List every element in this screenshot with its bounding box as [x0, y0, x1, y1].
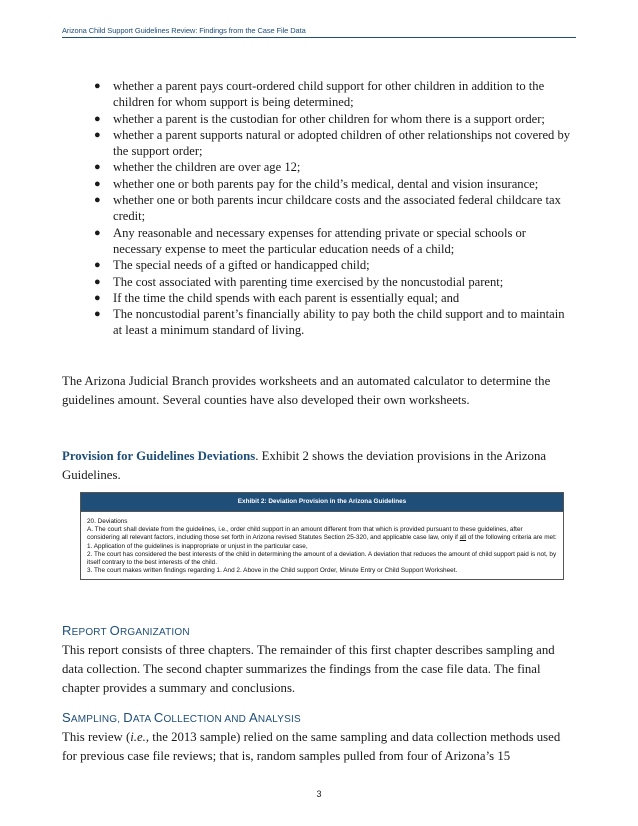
bullet-dot-icon: ●: [94, 161, 101, 174]
header-rule: [62, 37, 576, 38]
bullet-item: [94, 111, 572, 127]
exhibit-2-table: [80, 492, 564, 580]
heading-cap: C: [153, 710, 164, 725]
bullet-dot-icon: ●: [94, 259, 101, 272]
bullet-item: [94, 78, 572, 111]
exhibit-para-a-before: A. The court shall deviate from the guidelines, i.e., order child support in an amount different from that which is provided pursuant to these guidelines, after considering all relevant factors, including those set forth in Arizona revised Statutes Section 25-320, and applicable case law, only if: [87, 526, 523, 542]
bullet-dot-icon: ●: [94, 80, 101, 92]
report-organization-heading: [62, 623, 190, 638]
sampling-text-after: , the 2013 sample) relied on the same sampling and data collection methods used for previous case file reviews; that is, random samples pulled from four of Arizona’s 15: [62, 730, 561, 763]
bullet-item: [94, 127, 572, 160]
bullet-text: whether a parent pays court-ordered child support for other children in addition to the children for whom support is being determined;: [113, 79, 545, 110]
running-header: Arizona Child Support Guidelines Review: Findings from the Case File Data: [62, 26, 306, 35]
exhibit-para-a-underlined: all: [459, 534, 467, 542]
heading-small: RGANIZATION: [119, 627, 190, 638]
heading-cap: A: [249, 710, 258, 725]
bullet-item: [94, 176, 572, 192]
sampling-text-before: This review (: [62, 730, 131, 744]
heading-cap: D: [123, 710, 133, 725]
bullet-item: [94, 192, 572, 225]
bullet-dot-icon: ●: [94, 112, 101, 125]
exhibit-item-3: 3. The court makes written findings regarding 1. And 2. Above in the Child support Order, Minute Entry or Child Support Worksheet.: [87, 567, 458, 575]
report-organization-paragraph: This report consists of three chapters. The remainder of this first chapter describes sampling and data collection. The second chapter summarizes the findings from the case file data. The final chapter provides a summary and conclusions.: [62, 643, 555, 695]
criteria-bullet-list: [94, 78, 572, 339]
heading-small: AMPLING,: [70, 714, 124, 725]
exhibit-item-2: 2. The court has considered the best interests of the child in determining the amount of a deviation. A deviation that reduces the amount of child support paid is not, by itself contrary to the best interests of the child.: [87, 550, 557, 567]
bullet-item: [94, 257, 572, 273]
bullet-dot-icon: ●: [94, 275, 101, 288]
deviations-heading: Provision for Guidelines Deviations: [62, 449, 256, 463]
bullet-dot-icon: ●: [94, 308, 101, 321]
bullet-text: The special needs of a gifted or handicapped child;: [113, 258, 370, 273]
bullet-text: If the time the child spends with each parent is essentially equal; and: [113, 290, 460, 305]
sampling-heading: [62, 710, 301, 725]
bullet-item: [94, 274, 572, 290]
page-number: 3: [316, 789, 322, 799]
heading-cap: O: [109, 623, 120, 638]
deviations-heading-period: .: [255, 449, 259, 463]
heading-small: NALYSIS: [257, 714, 301, 725]
sampling-text-italic: i.e.: [130, 730, 146, 744]
bullet-text: whether one or both parents incur childcare costs and the associated federal childcare tax credit;: [113, 193, 561, 224]
bullet-dot-icon: ●: [94, 177, 101, 190]
bullet-item: [94, 290, 572, 306]
bullet-dot-icon: ●: [94, 291, 101, 304]
bullet-text: The noncustodial parent’s financially ability to pay both the child support and to maintain at least a minimum standard of living.: [113, 307, 565, 338]
bullet-text: whether a parent is the custodian for other children for whom there is a support order;: [113, 111, 545, 126]
bullet-text: whether the children are over age 12;: [113, 160, 301, 175]
bullet-text: whether one or both parents pay for the child’s medical, dental and vision insurance;: [113, 176, 539, 191]
bullet-item: [94, 225, 572, 258]
bullet-dot-icon: ●: [94, 194, 101, 207]
bullet-text: Any reasonable and necessary expenses for attending private or special schools or necessary expense to meet the particular education needs of a child;: [113, 225, 526, 256]
heading-cap: S: [62, 710, 71, 725]
deviations-paragraph: [62, 447, 576, 485]
exhibit-item-1: 1. Application of the guidelines is inappropriate or unjust in the particular case,: [87, 542, 308, 550]
bullet-text: whether a parent supports natural or adopted children of other relationships not covered by the support order;: [113, 127, 571, 159]
heading-small: EPORT: [71, 627, 110, 638]
bullet-item: [94, 159, 572, 175]
bullet-text: The cost associated with parenting time exercised by the noncustodial parent;: [113, 274, 504, 289]
exhibit-body: [81, 512, 563, 579]
exhibit-para-a: [87, 526, 557, 542]
exhibit-title: Exhibit 2: Deviation Provision in the Arizona Guidelines: [81, 493, 563, 512]
heading-cap: R: [62, 623, 72, 638]
bullet-dot-icon: ●: [94, 226, 101, 239]
exhibit-section: 20. Deviations: [87, 518, 128, 525]
heading-small: OLLECTION AND: [163, 714, 250, 725]
deviations-text: Exhibit 2 shows the deviation provisions in the Arizona Guidelines.: [62, 449, 547, 482]
bullet-item: [94, 306, 572, 339]
heading-small: ATA: [132, 714, 154, 725]
bullet-dot-icon: ●: [94, 128, 101, 141]
exhibit-para-a-after: of the following criteria are met:: [466, 534, 557, 542]
worksheets-paragraph: The Arizona Judicial Branch provides worksheets and an automated calculator to determine the guidelines amount. Several counties have also developed their own worksheets.: [62, 374, 551, 407]
sampling-paragraph: [62, 728, 576, 766]
